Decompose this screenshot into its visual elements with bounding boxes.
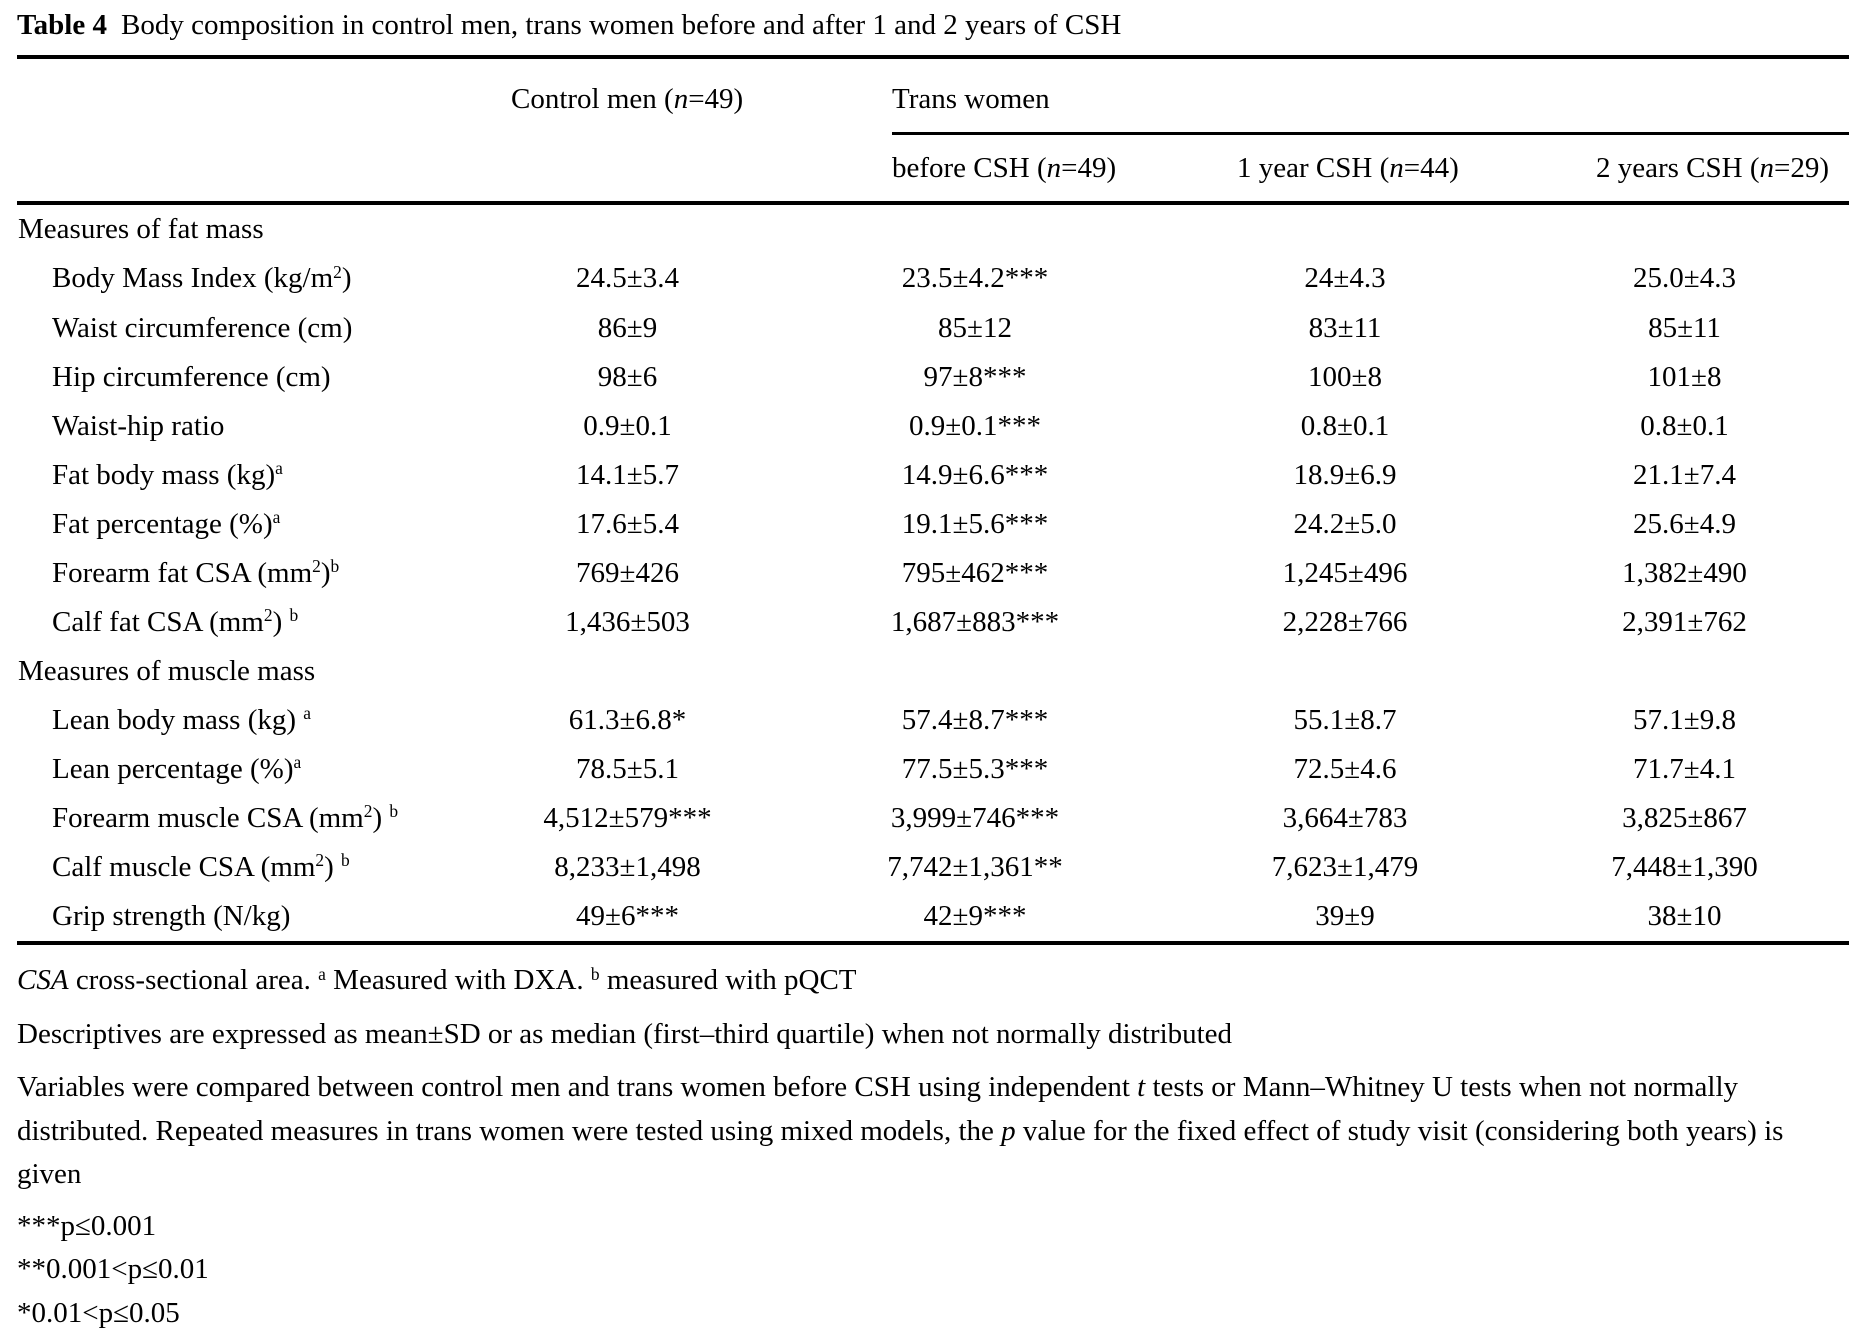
cell-value: 14.1±5.7 <box>576 458 679 491</box>
cell-value: 49±6*** <box>576 900 679 933</box>
column-group-label: Trans women <box>892 83 1050 116</box>
cell-value: 57.4±8.7*** <box>901 703 1049 736</box>
cell-value: 3,664±783 <box>1282 802 1408 834</box>
cell-value: 14.9±6.6*** <box>901 458 1049 491</box>
column-header-1-year-csh: 1 year CSH (n=44) <box>1170 135 1520 203</box>
cell-value: 7,742±1,361** <box>887 851 1063 884</box>
cell-value: 21.1±7.4 <box>1633 458 1736 491</box>
column-header-2-years-csh: 2 years CSH (n=29) <box>1520 135 1849 203</box>
cell-value: 101±8 <box>1647 360 1722 393</box>
cell-value: 3,999±746*** <box>890 802 1060 834</box>
cell-value: 25.0±4.3 <box>1633 262 1736 295</box>
column-header-before-csh: before CSH (n=49) <box>780 135 1170 203</box>
cell-value: 7,448±1,390 <box>1611 851 1758 884</box>
cell-value: 39±9 <box>1315 900 1375 933</box>
cell-value: 1,245±496 <box>1282 556 1408 589</box>
cell-value: 61.3±6.8* <box>568 703 687 736</box>
table-row <box>17 549 1849 598</box>
table-row <box>17 402 1849 451</box>
body-composition-table <box>17 55 1849 945</box>
cell-value: 86±9 <box>597 311 658 344</box>
section-header-row <box>17 647 1849 696</box>
cell-value: 72.5±4.6 <box>1293 752 1397 785</box>
cell-value: 38±10 <box>1647 900 1722 933</box>
footnote-abbreviations: CSA cross-sectional area. $^a$ Measured with DXA. $^b$ measured with pQCT <box>17 963 857 997</box>
section-header-muscle-mass: Measures of muscle mass <box>18 654 316 687</box>
footnote-descriptives: Descriptives are expressed as mean±SD or as median (first–third quartile) when not normally distributed <box>17 1017 1233 1050</box>
cell-value: 55.1±8.7 <box>1293 703 1397 736</box>
section-header-row <box>17 203 1849 254</box>
row-label: Forearm fat CSA $(mm^2)^b$ <box>52 556 340 589</box>
table-row <box>17 254 1849 303</box>
cell-value: 2,391±762 <box>1622 605 1747 638</box>
cell-value: 71.7±4.1 <box>1633 752 1736 785</box>
header-group-row <box>17 57 1849 135</box>
table-row <box>17 598 1849 647</box>
column-group-trans-women <box>780 57 1849 135</box>
cell-value: 98±6 <box>597 360 658 393</box>
row-label: Waist-hip ratio <box>52 409 225 442</box>
row-label: Body Mass Index $(kg/m^2)$ <box>52 261 352 295</box>
empty-header-cell <box>17 135 475 203</box>
cell-value: 0.8±0.1 <box>1300 409 1390 442</box>
cell-value: 24±4.3 <box>1304 262 1386 295</box>
cell-value: 23.5±4.2*** <box>901 262 1049 295</box>
cell-value: 25.6±4.9 <box>1633 507 1736 540</box>
cell-value: 83±11 <box>1308 311 1382 344</box>
cell-value: 57.1±9.8 <box>1633 703 1736 736</box>
header-sub-row <box>17 135 1849 203</box>
table-row <box>17 794 1849 843</box>
cell-value: 769±426 <box>576 556 679 589</box>
cell-value: 24.5±3.4 <box>576 262 679 295</box>
cell-value: 85±11 <box>1648 311 1721 344</box>
cell-value: 42±9*** <box>923 900 1027 933</box>
table-row <box>17 304 1849 353</box>
row-label: Hip circumference (cm) <box>52 360 331 393</box>
footnote-methods: Variables were compared between control men and trans women before CSH using independent t tests or Mann–Whitney U tests when not normally distributed. Repeated measures in trans women were tested using mixed models, the p value for the fixed effect of study visit (considering both years) is given <box>17 1071 1784 1191</box>
cell-value: 1,382±490 <box>1622 556 1747 589</box>
empty-header-cell <box>475 135 780 203</box>
row-label: Lean body mass (kg) $^a$ <box>52 703 312 736</box>
table-footnotes <box>17 959 1849 1335</box>
table-row <box>17 843 1849 892</box>
cell-value: 1,436±503 <box>565 605 690 638</box>
table-row <box>17 745 1849 794</box>
row-label: Calf muscle CSA $(mm^2)$ $^b$ <box>52 850 350 884</box>
cell-value: 77.5±5.3*** <box>901 752 1049 785</box>
cell-value: 1,687±883*** <box>890 605 1060 638</box>
cell-value: 7,623±1,479 <box>1271 851 1419 884</box>
cell-value: 18.9±6.9 <box>1293 458 1397 491</box>
row-label: Fat body mass (kg)$^a$ <box>52 458 283 491</box>
cell-value: 97±8*** <box>923 360 1027 393</box>
table-caption <box>17 9 1849 42</box>
significance-note-two-stars: **0.001<p≤0.01 <box>17 1253 209 1286</box>
cell-value: 24.2±5.0 <box>1293 507 1397 540</box>
row-label: Forearm muscle CSA $(mm^2)$ $^b$ <box>52 801 399 834</box>
cell-value: 3,825±867 <box>1622 802 1747 834</box>
cell-value: 0.9±0.1 <box>583 409 672 442</box>
cell-value: 2,228±766 <box>1282 605 1408 638</box>
cell-value: 17.6±5.4 <box>576 507 679 540</box>
row-label: Fat percentage (%)$^a$ <box>52 507 281 540</box>
cell-value: 4,512±579*** <box>543 802 712 834</box>
cell-value: 85±12 <box>938 311 1012 344</box>
significance-note-one-star: *0.01<p≤0.05 <box>17 1296 180 1329</box>
row-label: Lean percentage (%)$^a$ <box>52 752 302 785</box>
cell-value: 19.1±5.6*** <box>901 507 1049 540</box>
column-header-control-men: Control men (n=49) <box>511 83 744 116</box>
significance-note-three-stars: ***p≤0.001 <box>17 1209 157 1242</box>
section-header-fat-mass: Measures of fat mass <box>18 213 264 246</box>
cell-value: 8,233±1,498 <box>554 851 701 884</box>
cell-value: 795±462*** <box>901 556 1049 589</box>
table-row <box>17 451 1849 500</box>
empty-header-cell <box>17 57 475 135</box>
cell-value: 0.8±0.1 <box>1640 409 1729 442</box>
cell-value: 0.9±0.1*** <box>909 409 1041 442</box>
row-label: Grip strength (N/kg) <box>52 900 291 933</box>
table-row <box>17 500 1849 549</box>
table-row <box>17 892 1849 943</box>
table-number: Table 4 <box>17 9 107 41</box>
row-label: Calf fat CSA $(mm^2)$ $^b$ <box>52 605 299 638</box>
table-row <box>17 353 1849 402</box>
row-label: Waist circumference (cm) <box>52 311 353 344</box>
table-row <box>17 696 1849 745</box>
cell-value: 100±8 <box>1308 360 1382 393</box>
table-title: Body composition in control men, trans women before and after 1 and 2 years of CSH <box>121 9 1122 41</box>
cell-value: 78.5±5.1 <box>576 752 679 785</box>
